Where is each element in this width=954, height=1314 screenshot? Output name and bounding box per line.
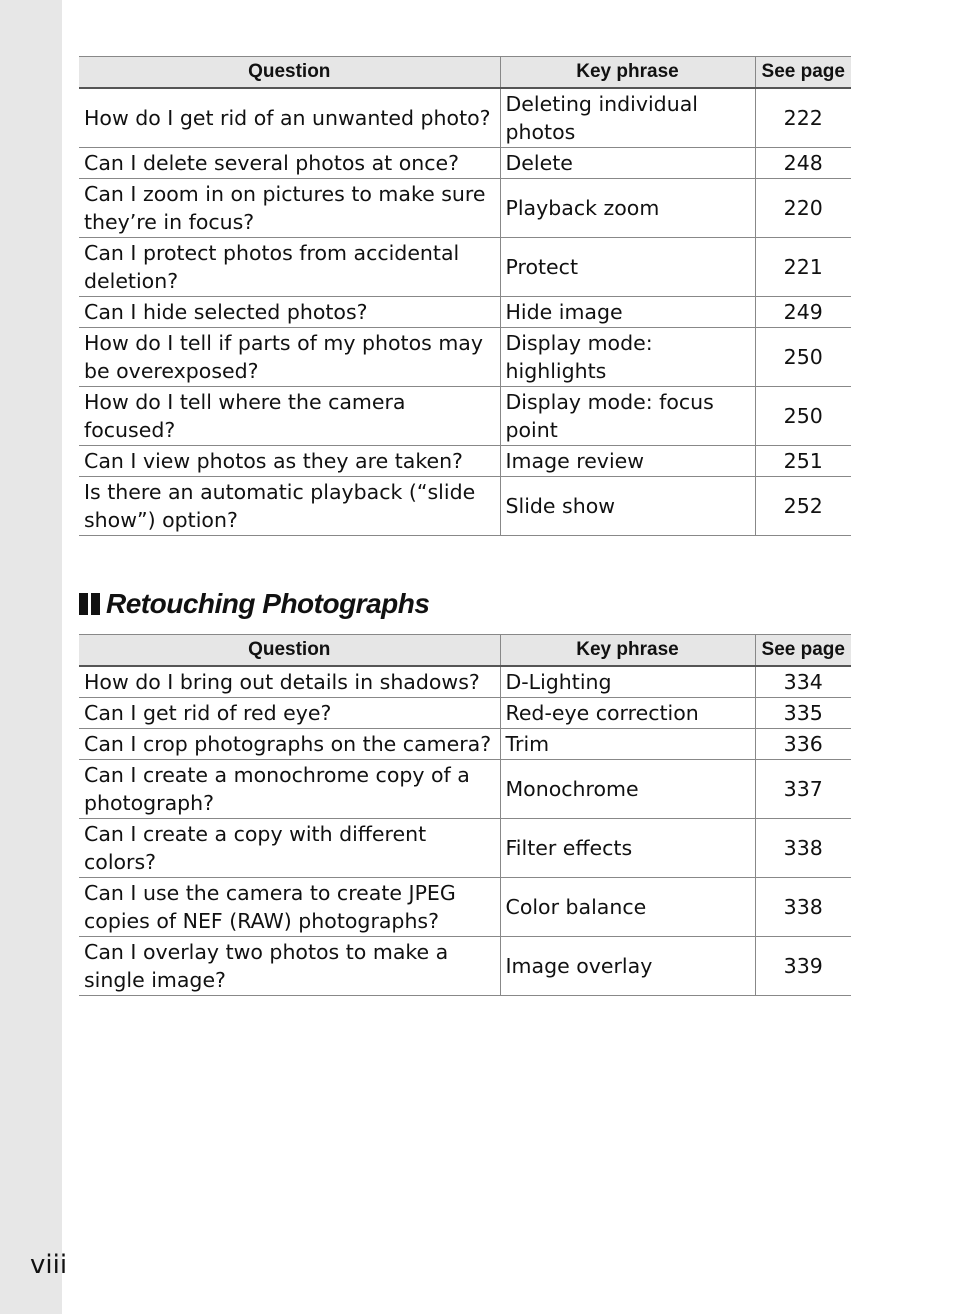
table-header-row xyxy=(79,635,851,667)
table-body xyxy=(79,666,851,996)
question-cell: Can I zoom in on pictures to make sure they’re in focus? xyxy=(79,179,500,238)
question-cell: How do I bring out details in shadows? xyxy=(79,666,500,698)
table-body xyxy=(79,88,851,536)
table-row xyxy=(79,88,851,148)
table-row xyxy=(79,446,851,477)
table-row xyxy=(79,666,851,698)
column-header-key-phrase: Key phrase xyxy=(500,635,755,667)
question-cell: Can I view photos as they are taken? xyxy=(79,446,500,477)
question-cell: Can I overlay two photos to make a single image? xyxy=(79,937,500,996)
page-margin-strip xyxy=(0,0,62,1314)
question-cell: Can I protect photos from accidental deletion? xyxy=(79,238,500,297)
section-heading xyxy=(79,586,429,622)
page-reference-cell: 249 xyxy=(755,297,851,328)
key-phrase-cell: Monochrome xyxy=(500,760,755,819)
table-header-row xyxy=(79,57,851,89)
column-header-see-page: See page xyxy=(755,57,851,89)
page-reference-cell: 221 xyxy=(755,238,851,297)
table-row xyxy=(79,937,851,996)
page-reference-cell: 338 xyxy=(755,878,851,937)
page-number: viii xyxy=(30,1250,68,1280)
key-phrase-cell: Hide image xyxy=(500,297,755,328)
table-row xyxy=(79,477,851,536)
question-cell: How do I get rid of an unwanted photo? xyxy=(79,88,500,148)
page-reference-cell: 252 xyxy=(755,477,851,536)
key-phrase-cell: Deleting individual photos xyxy=(500,88,755,148)
page-reference-cell: 335 xyxy=(755,698,851,729)
page-reference-cell: 250 xyxy=(755,328,851,387)
table-row xyxy=(79,819,851,878)
column-header-question: Question xyxy=(79,57,500,89)
table-row xyxy=(79,729,851,760)
question-cell: Can I create a monochrome copy of a photograph? xyxy=(79,760,500,819)
key-phrase-cell: Red-eye correction xyxy=(500,698,755,729)
key-phrase-cell: Playback zoom xyxy=(500,179,755,238)
table-row xyxy=(79,328,851,387)
question-cell: How do I tell if parts of my photos may be overexposed? xyxy=(79,328,500,387)
page-reference-cell: 222 xyxy=(755,88,851,148)
page-reference-cell: 338 xyxy=(755,819,851,878)
page-reference-cell: 250 xyxy=(755,387,851,446)
column-header-key-phrase: Key phrase xyxy=(500,57,755,89)
page-reference-cell: 336 xyxy=(755,729,851,760)
table-row xyxy=(79,760,851,819)
section-title: Retouching Photographs xyxy=(106,588,430,619)
key-phrase-cell: Image review xyxy=(500,446,755,477)
page-reference-cell: 337 xyxy=(755,760,851,819)
page-reference-cell: 339 xyxy=(755,937,851,996)
table-row xyxy=(79,179,851,238)
column-header-see-page: See page xyxy=(755,635,851,667)
page-reference-cell: 251 xyxy=(755,446,851,477)
key-phrase-cell: Slide show xyxy=(500,477,755,536)
question-cell: Can I get rid of red eye? xyxy=(79,698,500,729)
table-row xyxy=(79,148,851,179)
key-phrase-cell: Trim xyxy=(500,729,755,760)
section-marker-icon xyxy=(79,593,100,615)
page-reference-cell: 334 xyxy=(755,666,851,698)
table-row xyxy=(79,297,851,328)
key-phrase-cell: Protect xyxy=(500,238,755,297)
column-header-question: Question xyxy=(79,635,500,667)
key-phrase-cell: Delete xyxy=(500,148,755,179)
key-phrase-cell: Image overlay xyxy=(500,937,755,996)
question-cell: How do I tell where the camera focused? xyxy=(79,387,500,446)
page-reference-cell: 220 xyxy=(755,179,851,238)
key-phrase-cell: Color balance xyxy=(500,878,755,937)
question-cell: Can I delete several photos at once? xyxy=(79,148,500,179)
table-row xyxy=(79,238,851,297)
key-phrase-cell: Display mode: focus point xyxy=(500,387,755,446)
question-cell: Is there an automatic playback (“slide show”) option? xyxy=(79,477,500,536)
question-cell: Can I use the camera to create JPEG copies of NEF (RAW) photographs? xyxy=(79,878,500,937)
table-row xyxy=(79,387,851,446)
question-cell: Can I hide selected photos? xyxy=(79,297,500,328)
key-phrase-cell: Display mode: highlights xyxy=(500,328,755,387)
question-cell: Can I crop photographs on the camera? xyxy=(79,729,500,760)
table-row xyxy=(79,878,851,937)
key-phrase-cell: D-Lighting xyxy=(500,666,755,698)
retouching-faq-table xyxy=(79,634,851,996)
playback-faq-table xyxy=(79,56,851,536)
page-reference-cell: 248 xyxy=(755,148,851,179)
question-cell: Can I create a copy with different colors? xyxy=(79,819,500,878)
key-phrase-cell: Filter effects xyxy=(500,819,755,878)
table-row xyxy=(79,698,851,729)
